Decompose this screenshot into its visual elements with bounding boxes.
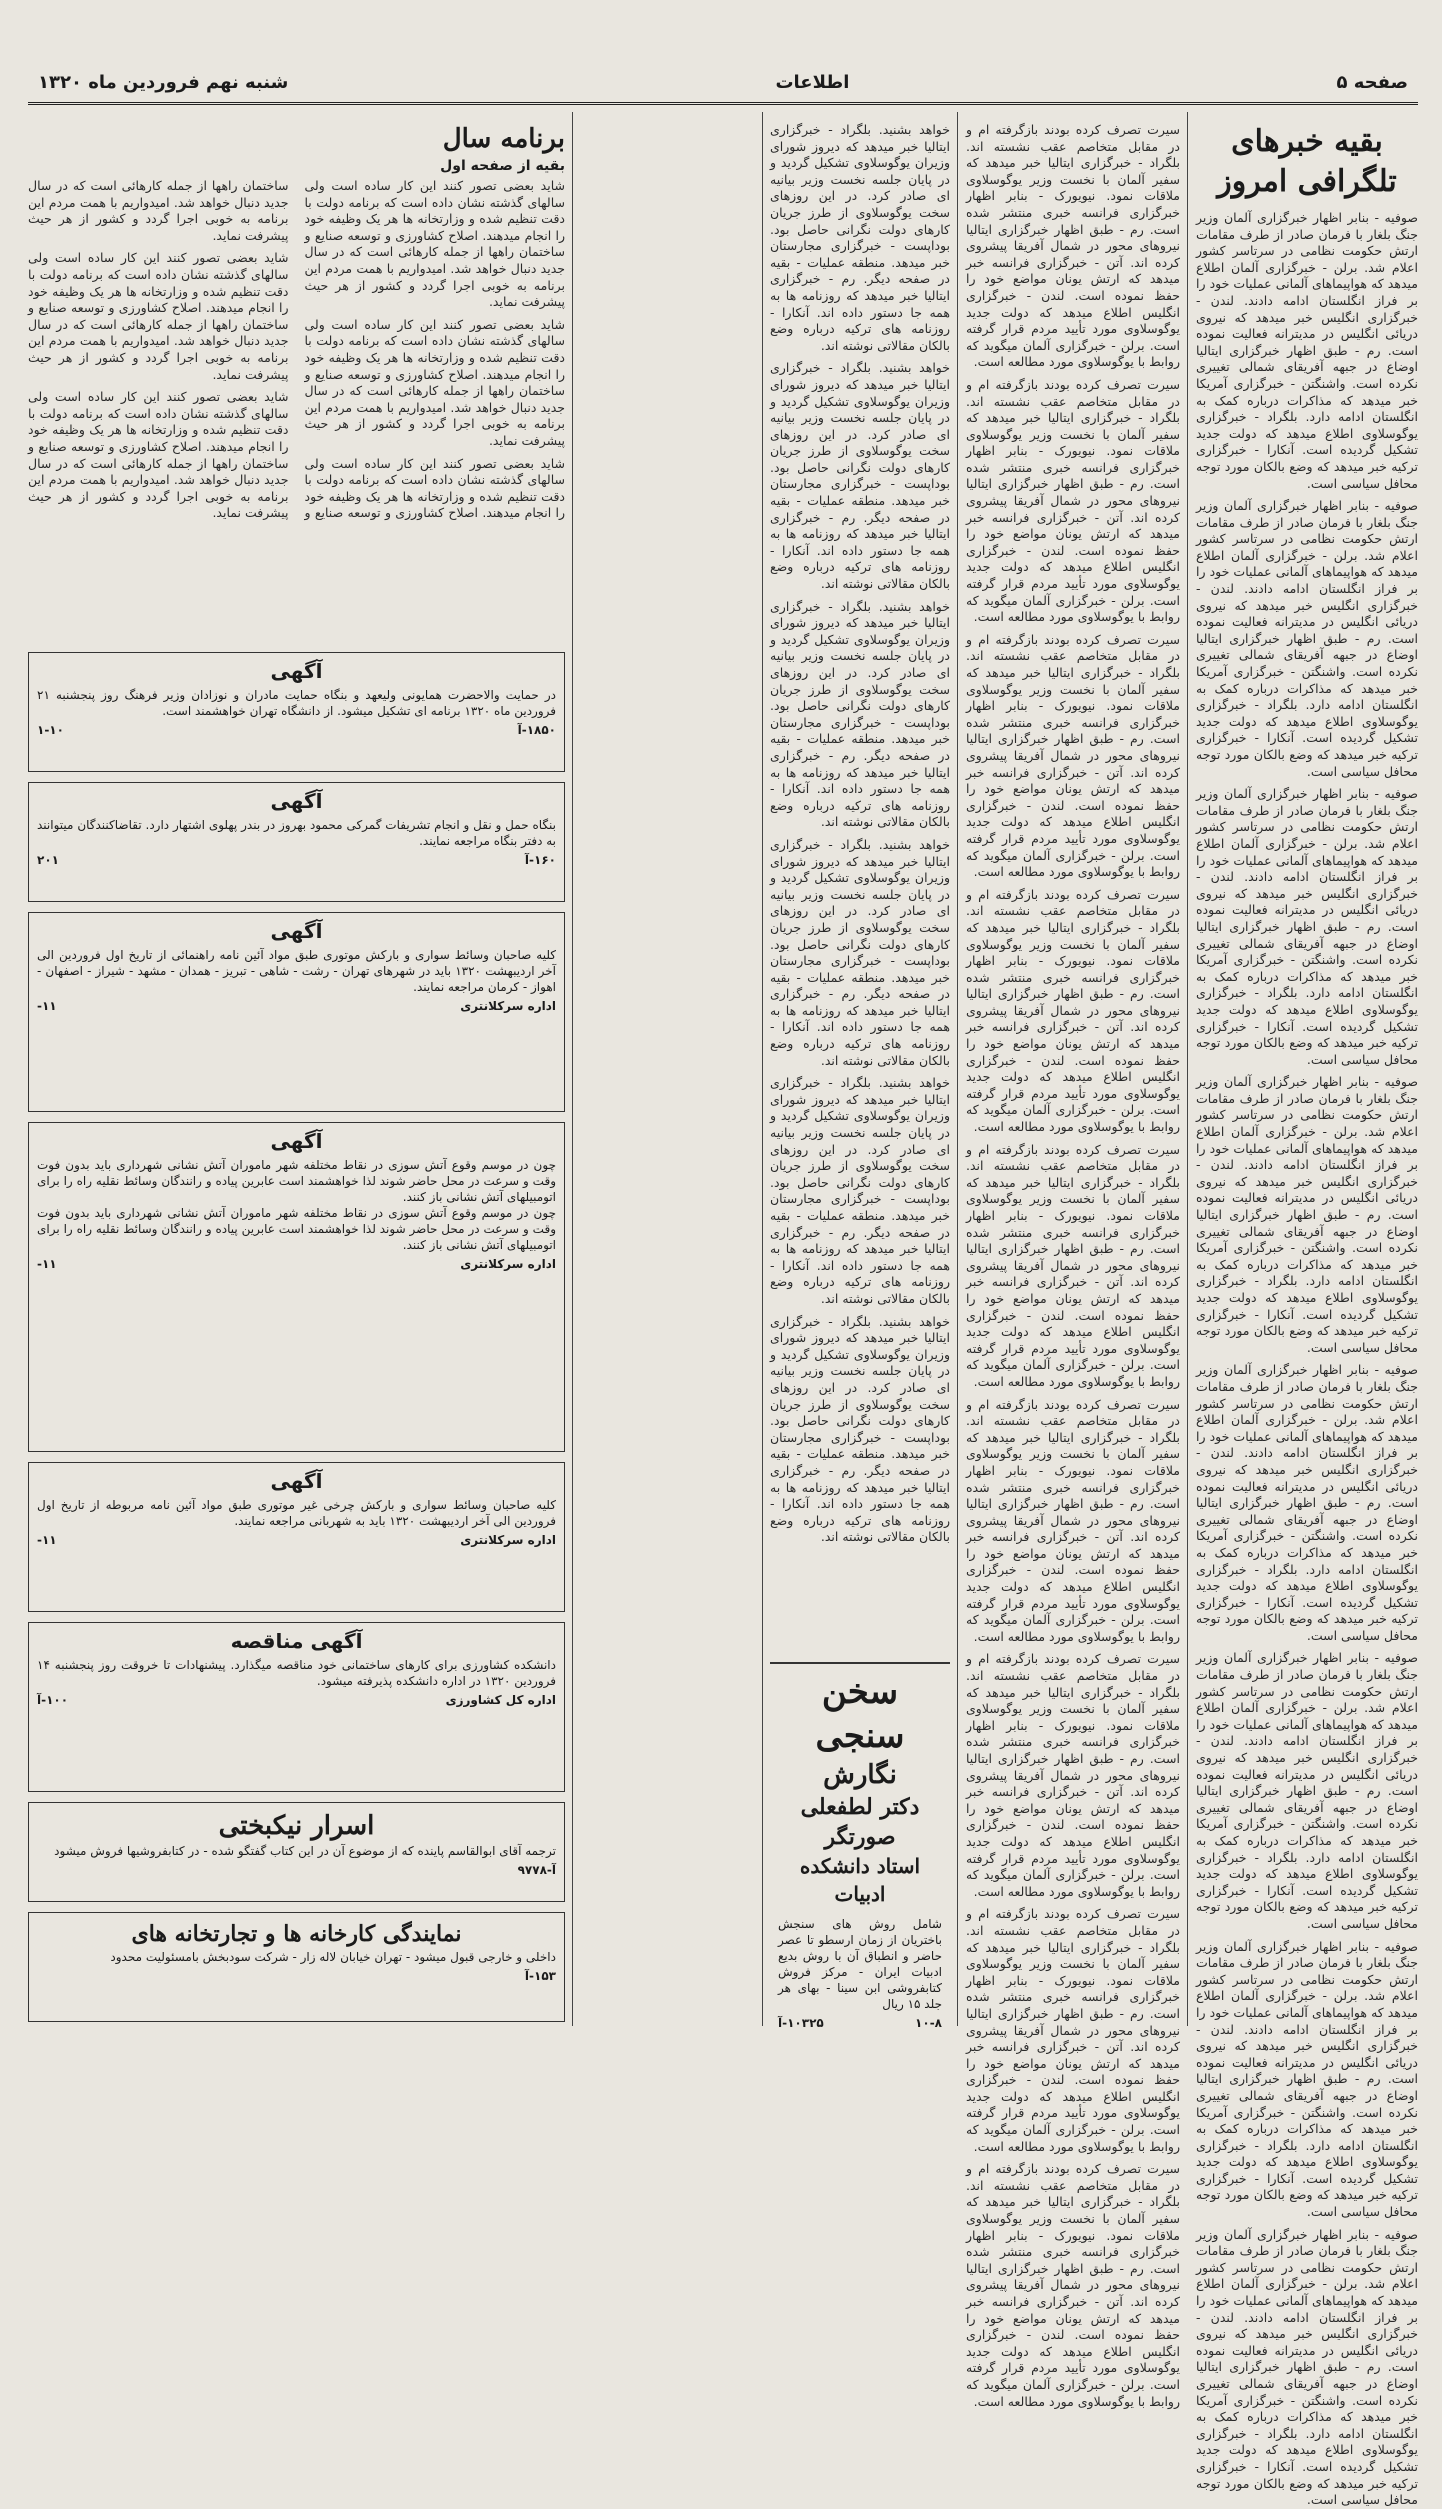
column-rule: [762, 112, 763, 2026]
ad-box: آگهی در حمایت والاحضرت همایونی ولیعهد و بنگاه حمایت مادران و نوزادان وزیر فرهنگ روز پنجشنبه ۲۱ فروردین ماه ۱۳۲۰ برنامه ای تشکیل میشود. از دانشگاه تهران خواهشمند است. ۱۸۵۰-آ ۱-۱۰: [28, 652, 565, 772]
newspaper-page: [28, 62, 1418, 2508]
program-text: شاید بعضی تصور کنند این کار ساده است ولی سالهای گذشته نشان داده است که برنامه دولت با دقت تنظیم شده و وزارتخانه ها هر یک وظیفه خود را انجام میدهند. اصلاح کشاورزی و توسعه صنایع و ساختمان راهها از جمله کارهائی است که در سال جدید دنبال خواهد شد. امیدواریم با همت مردم این برنامه به خوبی اجرا گردد و کشور از هر حیث پیشرفت نماید.: [304, 316, 565, 448]
book-author-title: استاد دانشکده ادبیات: [799, 1854, 921, 1906]
book-ad-sokhan-sanji: [770, 1662, 950, 2030]
ad-title: آگهی: [270, 1129, 323, 1153]
ad-title: اسرار نیکبختی: [218, 1811, 375, 1841]
news-text: سیرت تصرف کرده بودند بازگرفته ام و در مقابل متخاصم عقب نشسته اند. بلگراد - خبرگزاری ایتالیا خبر میدهد که سفیر آلمان با نخست وزیر یوگوسلاوی ملاقات نمود. نیویورک - بنابر اظهار خبرگزاری فرانسه خبری منتشر شده است. رم - طبق اظهار خبرگزاری ایتالیا نیروهای محور در شمال آفریقا پیشروی کرده اند. آتن - خبرگزاری فرانسه خبر میدهد که ارتش یونان مواضع خود را حفظ نموده است. لندن - خبرگزاری انگلیس اطلاع میدهد که دولت جدید یوگوسلاوی مورد تأیید مردم قرار گرفته است. برلن - خبرگزاری آلمان میگوید که روابط با یوگوسلاوی مورد مطالعه است.: [966, 1651, 1180, 1899]
book-byline-label: نگارش: [823, 1760, 897, 1790]
column-rule: [957, 112, 958, 2026]
news-text: خواهد بشنید. بلگراد - خبرگزاری ایتالیا خبر میدهد که دیروز شورای وزیران یوگوسلاوی تشکیل گردید و در پایان جلسه نخست وزیر بیانیه ای صادر کرد. در این روزهای سخت یوگوسلاوی از طرز جریان کارهای دولت نگرانی حاصل بود. بوداپست - خبرگزاری مجارستان خبر میدهد. منطقه عملیات - بقیه در صفحه دیگر. رم - خبرگزاری ایتالیا خبر میدهد که روزنامه ها به همه جا دستور داده اند. آنکارا - روزنامه های ترکیه درباره وضع بالکان مقالاتی نوشته اند.: [770, 598, 950, 830]
book-description: شامل روش های سنجش باختریان از زمان ارسطو تا عصر حاضر و انطباق آن با روش بدیع ادبیات ایران - مرکز فروش کتابفروشی ابن سینا - بهای هر جلد ۱۵ ریال: [778, 1917, 942, 2011]
ad-title: آگهی: [270, 659, 323, 683]
telegraph-headline: بقیه خبرهای تلگرافی امروز: [1217, 124, 1397, 199]
ad-text: در حمایت والاحضرت همایونی ولیعهد و بنگاه حمایت مادران و نوزادان وزیر فرهنگ روز پنجشنبه ۲۱ فروردین ماه ۱۳۲۰ برنامه ای تشکیل میشود. از دانشگاه تهران خواهشمند است.: [37, 688, 556, 718]
ad-box: آگهی کلیه صاحبان وسائط سواری و بارکش چرخی غیر موتوری طبق مواد آئین نامه مربوطه از تاریخ اول فروردین الی آخر اردیبهشت ۱۳۲۰ باید به شهربانی مراجعه نمایند. اداره سرکلانتری ۱۱-: [28, 1462, 565, 1612]
masthead: اطلاعات: [775, 71, 850, 93]
program-text: شاید بعضی تصور کنند این کار ساده است ولی سالهای گذشته نشان داده است که برنامه دولت با دقت تنظیم شده و وزارتخانه ها هر یک وظیفه خود را انجام میدهند. اصلاح کشاورزی و توسعه صنایع و ساختمان راهها از جمله کارهائی است که در سال جدید دنبال خواهد شد. امیدواریم با همت مردم این برنامه به خوبی اجرا گردد و کشور از هر حیث پیشرفت نماید.: [304, 178, 565, 310]
news-text: سیرت تصرف کرده بودند بازگرفته ام و در مقابل متخاصم عقب نشسته اند. بلگراد - خبرگزاری ایتالیا خبر میدهد که سفیر آلمان با نخست وزیر یوگوسلاوی ملاقات نمود. نیویورک - بنابر اظهار خبرگزاری فرانسه خبری منتشر شده است. رم - طبق اظهار خبرگزاری ایتالیا نیروهای محور در شمال آفریقا پیشروی کرده اند. آتن - خبرگزاری فرانسه خبر میدهد که ارتش یونان مواضع خود را حفظ نموده است. لندن - خبرگزاری انگلیس اطلاع میدهد که دولت جدید یوگوسلاوی مورد تأیید مردم قرار گرفته است. برلن - خبرگزاری آلمان میگوید که روابط با یوگوسلاوی مورد مطالعه است.: [966, 122, 1180, 370]
ad-text: داخلی و خارجی قبول میشود - تهران خیابان لاله زار - شرکت سودبخش بامسئولیت محدود: [110, 1950, 556, 1964]
news-text: خواهد بشنید. بلگراد - خبرگزاری ایتالیا خبر میدهد که دیروز شورای وزیران یوگوسلاوی تشکیل گردید و در پایان جلسه نخست وزیر بیانیه ای صادر کرد. در این روزهای سخت یوگوسلاوی از طرز جریان کارهای دولت نگرانی حاصل بود. بوداپست - خبرگزاری مجارستان خبر میدهد. منطقه عملیات - بقیه در صفحه دیگر. رم - خبرگزاری ایتالیا خبر میدهد که روزنامه ها به همه جا دستور داده اند. آنکارا - روزنامه های ترکیه درباره وضع بالکان مقالاتی نوشته اند.: [770, 122, 950, 353]
news-text: خواهد بشنید. بلگراد - خبرگزاری ایتالیا خبر میدهد که دیروز شورای وزیران یوگوسلاوی تشکیل گردید و در پایان جلسه نخست وزیر بیانیه ای صادر کرد. در این روزهای سخت یوگوسلاوی از طرز جریان کارهای دولت نگرانی حاصل بود. بوداپست - خبرگزاری مجارستان خبر میدهد. منطقه عملیات - بقیه در صفحه دیگر. رم - خبرگزاری ایتالیا خبر میدهد که روزنامه ها به همه جا دستور داده اند. آنکارا - روزنامه های ترکیه درباره وضع بالکان مقالاتی نوشته اند.: [770, 836, 950, 1068]
ad-text: ترجمه آقای ابوالقاسم پاینده که از موضوع آن در این کتاب گفتگو شده - در کتابفروشیها فروش میشود: [54, 1844, 556, 1858]
ad-box: آگهی بنگاه حمل و نقل و انجام تشریفات گمرکی محمود بهروز در بندر پهلوی اشتهار دارد. تقاضاکنندگان میتوانند به دفتر بنگاه مراجعه نمایند. ۱۶۰-آ ۲۰۱: [28, 782, 565, 902]
telegraph-text-continued: صوفیه - بنابر اظهار خبرگزاری آلمان وزیر جنگ بلغار با فرمان صادر از طرف مقامات ارتش حکومت نظامی در سرتاسر کشور اعلام شد. برلن - خبرگزاری آلمان اطلاع میدهد که هواپیماهای آلمانی عملیات خود را بر فراز انگلستان ادامه دادند. لندن - خبرگزاری انگلیس خبر میدهد که نیروی دریائی انگلیس در مدیترانه فعالیت نموده است. رم - طبق اظهار خبرگزاری ایتالیا اوضاع در جبهه آفریقای شمالی تغییری نکرده است. واشنگتن - خبرگزاری آمریکا خبر میدهد که مذاکرات درباره کمک به انگلستان ادامه دارد. بلگراد - خبرگزاری یوگوسلاوی اطلاع میدهد که دولت جدید تشکیل گردیده است. آنکارا - خبرگزاری ترکیه خبر میدهد که وضع بالکان مورد توجه محافل سیاسی است.: [1196, 1650, 1418, 1931]
ad-text-continued: چون در موسم وقوع آتش سوزی در نقاط مختلفه شهر ماموران آتش نشانی شهرداری باید بدون فوت وقت و سرعت در محل حاضر شوند لذا خواهشمند است عابرین پیاده و رانندگان وسائط نقلیه راه را برای اتومبیلهای آتش نشانی باز کنند.: [37, 1206, 556, 1252]
news-column-2: [966, 122, 1180, 2409]
book-title: سخن سنجی: [815, 1672, 905, 1756]
telegraph-text-continued: صوفیه - بنابر اظهار خبرگزاری آلمان وزیر جنگ بلغار با فرمان صادر از طرف مقامات ارتش حکومت نظامی در سرتاسر کشور اعلام شد. برلن - خبرگزاری آلمان اطلاع میدهد که هواپیماهای آلمانی عملیات خود را بر فراز انگلستان ادامه دادند. لندن - خبرگزاری انگلیس خبر میدهد که نیروی دریائی انگلیس در مدیترانه فعالیت نموده است. رم - طبق اظهار خبرگزاری ایتالیا اوضاع در جبهه آفریقای شمالی تغییری نکرده است. واشنگتن - خبرگزاری آمریکا خبر میدهد که مذاکرات درباره کمک به انگلستان ادامه دارد. بلگراد - خبرگزاری یوگوسلاوی اطلاع میدهد که دولت جدید تشکیل گردیده است. آنکارا - خبرگزاری ترکیه خبر میدهد که وضع بالکان مورد توجه محافل سیاسی است.: [1196, 1938, 1418, 2220]
ad-title: آگهی: [270, 789, 323, 813]
news-text: سیرت تصرف کرده بودند بازگرفته ام و در مقابل متخاصم عقب نشسته اند. بلگراد - خبرگزاری ایتالیا خبر میدهد که سفیر آلمان با نخست وزیر یوگوسلاوی ملاقات نمود. نیویورک - بنابر اظهار خبرگزاری فرانسه خبری منتشر شده است. رم - طبق اظهار خبرگزاری ایتالیا نیروهای محور در شمال آفریقا پیشروی کرده اند. آتن - خبرگزاری فرانسه خبر میدهد که ارتش یونان مواضع خود را حفظ نموده است. لندن - خبرگزاری انگلیس اطلاع میدهد که دولت جدید یوگوسلاوی مورد تأیید مردم قرار گرفته است. برلن - خبرگزاری آلمان میگوید که روابط با یوگوسلاوی مورد مطالعه است.: [966, 1906, 1180, 2154]
news-text: خواهد بشنید. بلگراد - خبرگزاری ایتالیا خبر میدهد که دیروز شورای وزیران یوگوسلاوی تشکیل گردید و در پایان جلسه نخست وزیر بیانیه ای صادر کرد. در این روزهای سخت یوگوسلاوی از طرز جریان کارهای دولت نگرانی حاصل بود. بوداپست - خبرگزاری مجارستان خبر میدهد. منطقه عملیات - بقیه در صفحه دیگر. رم - خبرگزاری ایتالیا خبر میدهد که روزنامه ها به همه جا دستور داده اند. آنکارا - روزنامه های ترکیه درباره وضع بالکان مقالاتی نوشته اند.: [770, 360, 950, 592]
ad-text: کلیه صاحبان وسائط سواری و بارکش موتوری طبق مواد آئین نامه راهنمائی از تاریخ اول فروردین الی آخر اردیبهشت ۱۳۲۰ باید در شهرهای تهران - رشت - شاهی - تبریز - همدان - مشهد - شیراز - اصفهان - اهواز - کرمان مراجعه نمایند.: [37, 948, 556, 994]
news-text: سیرت تصرف کرده بودند بازگرفته ام و در مقابل متخاصم عقب نشسته اند. بلگراد - خبرگزاری ایتالیا خبر میدهد که سفیر آلمان با نخست وزیر یوگوسلاوی ملاقات نمود. نیویورک - بنابر اظهار خبرگزاری فرانسه خبری منتشر شده است. رم - طبق اظهار خبرگزاری ایتالیا نیروهای محور در شمال آفریقا پیشروی کرده اند. آتن - خبرگزاری فرانسه خبر میدهد که ارتش یونان مواضع خود را حفظ نموده است. لندن - خبرگزاری انگلیس اطلاع میدهد که دولت جدید یوگوسلاوی مورد تأیید مردم قرار گرفته است. برلن - خبرگزاری آلمان میگوید که روابط با یوگوسلاوی مورد مطالعه است.: [966, 631, 1180, 880]
news-text: سیرت تصرف کرده بودند بازگرفته ام و در مقابل متخاصم عقب نشسته اند. بلگراد - خبرگزاری ایتالیا خبر میدهد که سفیر آلمان با نخست وزیر یوگوسلاوی ملاقات نمود. نیویورک - بنابر اظهار خبرگزاری فرانسه خبری منتشر شده است. رم - طبق اظهار خبرگزاری ایتالیا نیروهای محور در شمال آفریقا پیشروی کرده اند. آتن - خبرگزاری فرانسه خبر میدهد که ارتش یونان مواضع خود را حفظ نموده است. لندن - خبرگزاری انگلیس اطلاع میدهد که دولت جدید یوگوسلاوی مورد تأیید مردم قرار گرفته است. برلن - خبرگزاری آلمان میگوید که روابط با یوگوسلاوی مورد مطالعه است.: [966, 376, 1180, 625]
ad-box: آگهی کلیه صاحبان وسائط سواری و بارکش موتوری طبق مواد آئین نامه راهنمائی از تاریخ اول فروردین الی آخر اردیبهشت ۱۳۲۰ باید در شهرهای تهران - رشت - شاهی - تبریز - همدان - مشهد - شیراز - اصفهان - اهواز - کرمان مراجعه نمایند. اداره سرکلانتری ۱۱-: [28, 912, 565, 1112]
page-header: [28, 62, 1418, 105]
ad-text: چون در موسم وقوع آتش سوزی در نقاط مختلفه شهر ماموران آتش نشانی شهرداری باید بدون فوت وقت و سرعت در محل حاضر شوند لذا خواهشمند است عابرین پیاده و رانندگان وسائط نقلیه راه را برای اتومبیلهای آتش نشانی باز کنند.: [37, 1158, 556, 1204]
ad-box: آگهی مناقصه دانشکده کشاورزی برای کارهای ساختمانی خود مناقصه میگذارد. پیشنهادات تا خروقت روز پنجشنبه ۱۴ فروردین ۱۳۲۰ در اداره دانشکده پذیرفته میشود. اداره کل کشاورزی ۱۰۰-آ: [28, 1622, 565, 1792]
news-text: سیرت تصرف کرده بودند بازگرفته ام و در مقابل متخاصم عقب نشسته اند. بلگراد - خبرگزاری ایتالیا خبر میدهد که سفیر آلمان با نخست وزیر یوگوسلاوی ملاقات نمود. نیویورک - بنابر اظهار خبرگزاری فرانسه خبری منتشر شده است. رم - طبق اظهار خبرگزاری ایتالیا نیروهای محور در شمال آفریقا پیشروی کرده اند. آتن - خبرگزاری فرانسه خبر میدهد که ارتش یونان مواضع خود را حفظ نموده است. لندن - خبرگزاری انگلیس اطلاع میدهد که دولت جدید یوگوسلاوی مورد تأیید مردم قرار گرفته است. برلن - خبرگزاری آلمان میگوید که روابط با یوگوسلاوی مورد مطالعه است.: [966, 1141, 1180, 1389]
ad-title: آگهی: [270, 1469, 323, 1493]
ad-box-asrar-nikbakhti: اسرار نیکبختی ترجمه آقای ابوالقاسم پاینده که از موضوع آن در این کتاب گفتگو شده - در کتابفروشیها فروش میشود آ-۹۷۷۸: [28, 1802, 565, 1902]
program-text: شاید بعضی تصور کنند این کار ساده است ولی سالهای گذشته نشان داده است که برنامه دولت با دقت تنظیم شده و وزارتخانه ها هر یک وظیفه خود را انجام میدهند. اصلاح کشاورزی و توسعه صنایع و ساختمان راهها از جمله کارهائی است که در سال جدید دنبال خواهد شد. امیدواریم با همت مردم این برنامه به خوبی اجرا گردد و کشور از هر حیث پیشرفت نماید.: [28, 250, 289, 382]
book-ad-signature: ۱۰-۸ ۱۰۳۲۵-آ: [778, 2016, 942, 2030]
issue-date: شنبه نهم فروردین ماه ۱۳۲۰: [38, 71, 289, 93]
program-text: شاید بعضی تصور کنند این کار ساده است ولی سالهای گذشته نشان داده است که برنامه دولت با دقت تنظیم شده و وزارتخانه ها هر یک وظیفه خود را انجام میدهند. اصلاح کشاورزی و توسعه صنایع و ساختمان راهها از جمله کارهائی است که در سال جدید دنبال خواهد شد. امیدواریم با همت مردم این برنامه به خوبی اجرا گردد و کشور از هر حیث پیشرفت نماید.: [28, 178, 565, 521]
news-column-3: [770, 122, 950, 1646]
column-rule: [572, 112, 573, 2026]
ad-box: آگهی چون در موسم وقوع آتش سوزی در نقاط مختلفه شهر ماموران آتش نشانی شهرداری باید بدون فوت وقت و سرعت در محل حاضر شوند لذا خواهشمند است عابرین پیاده و رانندگان وسائط نقلیه راه را برای اتومبیلهای آتش نشانی باز کنند. چون در موسم وقوع آتش سوزی در نقاط مختلفه شهر ماموران آتش نشانی شهرداری باید بدون فوت وقت و سرعت در محل حاضر شوند لذا خواهشمند است عابرین پیاده و رانندگان وسائط نقلیه راه را برای اتومبیلهای آتش نشانی باز کنند. اداره سرکلانتری ۱۱-: [28, 1122, 565, 1452]
ad-text: دانشکده کشاورزی برای کارهای ساختمانی خود مناقصه میگذارد. پیشنهادات تا خروقت روز پنجشنبه ۱۴ فروردین ۱۳۲۰ در اداره دانشکده پذیرفته میشود.: [37, 1658, 556, 1688]
program-text-block: [28, 178, 565, 638]
telegraph-text-continued: صوفیه - بنابر اظهار خبرگزاری آلمان وزیر جنگ بلغار با فرمان صادر از طرف مقامات ارتش حکومت نظامی در سرتاسر کشور اعلام شد. برلن - خبرگزاری آلمان اطلاع میدهد که هواپیماهای آلمانی عملیات خود را بر فراز انگلستان ادامه دادند. لندن - خبرگزاری انگلیس خبر میدهد که نیروی دریائی انگلیس در مدیترانه فعالیت نموده است. رم - طبق اظهار خبرگزاری ایتالیا اوضاع در جبهه آفریقای شمالی تغییری نکرده است. واشنگتن - خبرگزاری آمریکا خبر میدهد که مذاکرات درباره کمک به انگلستان ادامه دارد. بلگراد - خبرگزاری یوگوسلاوی اطلاع میدهد که دولت جدید تشکیل گردیده است. آنکارا - خبرگزاری ترکیه خبر میدهد که وضع بالکان مورد توجه محافل سیاسی است.: [1196, 1074, 1418, 1355]
news-text: سیرت تصرف کرده بودند بازگرفته ام و در مقابل متخاصم عقب نشسته اند. بلگراد - خبرگزاری ایتالیا خبر میدهد که سفیر آلمان با نخست وزیر یوگوسلاوی ملاقات نمود. نیویورک - بنابر اظهار خبرگزاری فرانسه خبری منتشر شده است. رم - طبق اظهار خبرگزاری ایتالیا نیروهای محور در شمال آفریقا پیشروی کرده اند. آتن - خبرگزاری فرانسه خبر میدهد که ارتش یونان مواضع خود را حفظ نموده است. لندن - خبرگزاری انگلیس اطلاع میدهد که دولت جدید یوگوسلاوی مورد تأیید مردم قرار گرفته است. برلن - خبرگزاری آلمان میگوید که روابط با یوگوسلاوی مورد مطالعه است.: [966, 886, 1180, 1135]
news-text: سیرت تصرف کرده بودند بازگرفته ام و در مقابل متخاصم عقب نشسته اند. بلگراد - خبرگزاری ایتالیا خبر میدهد که سفیر آلمان با نخست وزیر یوگوسلاوی ملاقات نمود. نیویورک - بنابر اظهار خبرگزاری فرانسه خبری منتشر شده است. رم - طبق اظهار خبرگزاری ایتالیا نیروهای محور در شمال آفریقا پیشروی کرده اند. آتن - خبرگزاری فرانسه خبر میدهد که ارتش یونان مواضع خود را حفظ نموده است. لندن - خبرگزاری انگلیس اطلاع میدهد که دولت جدید یوگوسلاوی مورد تأیید مردم قرار گرفته است. برلن - خبرگزاری آلمان میگوید که روابط با یوگوسلاوی مورد مطالعه است.: [966, 1396, 1180, 1644]
page-number: صفحه ۵: [1336, 71, 1408, 93]
news-text: سیرت تصرف کرده بودند بازگرفته ام و در مقابل متخاصم عقب نشسته اند. بلگراد - خبرگزاری ایتالیا خبر میدهد که سفیر آلمان با نخست وزیر یوگوسلاوی ملاقات نمود. نیویورک - بنابر اظهار خبرگزاری فرانسه خبری منتشر شده است. رم - طبق اظهار خبرگزاری ایتالیا نیروهای محور در شمال آفریقا پیشروی کرده اند. آتن - خبرگزاری فرانسه خبر میدهد که ارتش یونان مواضع خود را حفظ نموده است. لندن - خبرگزاری انگلیس اطلاع میدهد که دولت جدید یوگوسلاوی مورد تأیید مردم قرار گرفته است. برلن - خبرگزاری آلمان میگوید که روابط با یوگوسلاوی مورد مطالعه است.: [966, 2161, 1180, 2409]
column-rule: [1187, 112, 1188, 2026]
program-title: برنامه سال: [442, 124, 565, 154]
program-subtitle: بقیه از صفحه اول: [440, 158, 565, 174]
telegraph-text: صوفیه - بنابر اظهار خبرگزاری آلمان وزیر جنگ بلغار با فرمان صادر از طرف مقامات ارتش حکومت نظامی در سرتاسر کشور اعلام شد. برلن - خبرگزاری آلمان اطلاع میدهد که هواپیماهای آلمانی عملیات خود را بر فراز انگلستان ادامه دادند. لندن - خبرگزاری انگلیس خبر میدهد که نیروی دریائی انگلیس در مدیترانه فعالیت نموده است. رم - طبق اظهار خبرگزاری ایتالیا اوضاع در جبهه آفریقای شمالی تغییری نکرده است. واشنگتن - خبرگزاری آمریکا خبر میدهد که مذاکرات درباره کمک به انگلستان ادامه دارد. بلگراد - خبرگزاری یوگوسلاوی اطلاع میدهد که دولت جدید تشکیل گردیده است. آنکارا - خبرگزاری ترکیه خبر میدهد که وضع بالکان مورد توجه محافل سیاسی است.: [1196, 210, 1418, 491]
ad-title: آگهی: [270, 919, 323, 943]
telegraph-text-continued: صوفیه - بنابر اظهار خبرگزاری آلمان وزیر جنگ بلغار با فرمان صادر از طرف مقامات ارتش حکومت نظامی در سرتاسر کشور اعلام شد. برلن - خبرگزاری آلمان اطلاع میدهد که هواپیماهای آلمانی عملیات خود را بر فراز انگلستان ادامه دادند. لندن - خبرگزاری انگلیس خبر میدهد که نیروی دریائی انگلیس در مدیترانه فعالیت نموده است. رم - طبق اظهار خبرگزاری ایتالیا اوضاع در جبهه آفریقای شمالی تغییری نکرده است. واشنگتن - خبرگزاری آمریکا خبر میدهد که مذاکرات درباره کمک به انگلستان ادامه دارد. بلگراد - خبرگزاری یوگوسلاوی اطلاع میدهد که دولت جدید تشکیل گردیده است. آنکارا - خبرگزاری ترکیه خبر میدهد که وضع بالکان مورد توجه محافل سیاسی است.: [1196, 786, 1418, 1067]
book-author: دکتر لطفعلی صورتگر: [800, 1794, 920, 1850]
telegraph-text-continued: صوفیه - بنابر اظهار خبرگزاری آلمان وزیر جنگ بلغار با فرمان صادر از طرف مقامات ارتش حکومت نظامی در سرتاسر کشور اعلام شد. برلن - خبرگزاری آلمان اطلاع میدهد که هواپیماهای آلمانی عملیات خود را بر فراز انگلستان ادامه دادند. لندن - خبرگزاری انگلیس خبر میدهد که نیروی دریائی انگلیس در مدیترانه فعالیت نموده است. رم - طبق اظهار خبرگزاری ایتالیا اوضاع در جبهه آفریقای شمالی تغییری نکرده است. واشنگتن - خبرگزاری آمریکا خبر میدهد که مذاکرات درباره کمک به انگلستان ادامه دارد. بلگراد - خبرگزاری یوگوسلاوی اطلاع میدهد که دولت جدید تشکیل گردیده است. آنکارا - خبرگزاری ترکیه خبر میدهد که وضع بالکان مورد توجه محافل سیاسی است.: [1196, 2226, 1418, 2508]
ad-title: آگهی مناقصه: [230, 1629, 363, 1653]
telegraph-news-column: [1196, 122, 1418, 2508]
telegraph-text-continued: صوفیه - بنابر اظهار خبرگزاری آلمان وزیر جنگ بلغار با فرمان صادر از طرف مقامات ارتش حکومت نظامی در سرتاسر کشور اعلام شد. برلن - خبرگزاری آلمان اطلاع میدهد که هواپیماهای آلمانی عملیات خود را بر فراز انگلستان ادامه دادند. لندن - خبرگزاری انگلیس خبر میدهد که نیروی دریائی انگلیس در مدیترانه فعالیت نموده است. رم - طبق اظهار خبرگزاری ایتالیا اوضاع در جبهه آفریقای شمالی تغییری نکرده است. واشنگتن - خبرگزاری آمریکا خبر میدهد که مذاکرات درباره کمک به انگلستان ادامه دارد. بلگراد - خبرگزاری یوگوسلاوی اطلاع میدهد که دولت جدید تشکیل گردیده است. آنکارا - خبرگزاری ترکیه خبر میدهد که وضع بالکان مورد توجه محافل سیاسی است.: [1196, 1362, 1418, 1643]
news-text: خواهد بشنید. بلگراد - خبرگزاری ایتالیا خبر میدهد که دیروز شورای وزیران یوگوسلاوی تشکیل گردید و در پایان جلسه نخست وزیر بیانیه ای صادر کرد. در این روزهای سخت یوگوسلاوی از طرز جریان کارهای دولت نگرانی حاصل بود. بوداپست - خبرگزاری مجارستان خبر میدهد. منطقه عملیات - بقیه در صفحه دیگر. رم - خبرگزاری ایتالیا خبر میدهد که روزنامه ها به همه جا دستور داده اند. آنکارا - روزنامه های ترکیه درباره وضع بالکان مقالاتی نوشته اند.: [770, 1075, 950, 1306]
ad-box-factory-agency: نمایندگی کارخانه ها و تجارتخانه های داخلی و خارجی قبول میشود - تهران خیابان لاله زار - شرکت سودبخش بامسئولیت محدود ۱۵۳-آ: [28, 1912, 565, 2022]
news-text: خواهد بشنید. بلگراد - خبرگزاری ایتالیا خبر میدهد که دیروز شورای وزیران یوگوسلاوی تشکیل گردید و در پایان جلسه نخست وزیر بیانیه ای صادر کرد. در این روزهای سخت یوگوسلاوی از طرز جریان کارهای دولت نگرانی حاصل بود. بوداپست - خبرگزاری مجارستان خبر میدهد. منطقه عملیات - بقیه در صفحه دیگر. رم - خبرگزاری ایتالیا خبر میدهد که روزنامه ها به همه جا دستور داده اند. آنکارا - روزنامه های ترکیه درباره وضع بالکان مقالاتی نوشته اند.: [770, 1313, 950, 1545]
ad-title: نمایندگی کارخانه ها و تجارتخانه های: [131, 1921, 462, 1947]
program-text: شاید بعضی تصور کنند این کار ساده است ولی سالهای گذشته نشان داده است که برنامه دولت با دقت تنظیم شده و وزارتخانه ها هر یک وظیفه خود را انجام میدهند. اصلاح کشاورزی و توسعه صنایع و ساختمان راهها از جمله کارهائی است که در سال جدید دنبال خواهد شد. امیدواریم با همت مردم این برنامه به خوبی اجرا گردد و کشور از هر حیث پیشرفت نماید.: [28, 389, 289, 521]
ad-text: بنگاه حمل و نقل و انجام تشریفات گمرکی محمود بهروز در بندر پهلوی اشتهار دارد. تقاضاکنندگان میتوانند به دفتر بنگاه مراجعه نمایند.: [37, 818, 556, 848]
telegraph-text-continued: صوفیه - بنابر اظهار خبرگزاری آلمان وزیر جنگ بلغار با فرمان صادر از طرف مقامات ارتش حکومت نظامی در سرتاسر کشور اعلام شد. برلن - خبرگزاری آلمان اطلاع میدهد که هواپیماهای آلمانی عملیات خود را بر فراز انگلستان ادامه دادند. لندن - خبرگزاری انگلیس خبر میدهد که نیروی دریائی انگلیس در مدیترانه فعالیت نموده است. رم - طبق اظهار خبرگزاری ایتالیا اوضاع در جبهه آفریقای شمالی تغییری نکرده است. واشنگتن - خبرگزاری آمریکا خبر میدهد که مذاکرات درباره کمک به انگلستان ادامه دارد. بلگراد - خبرگزاری یوگوسلاوی اطلاع میدهد که دولت جدید تشکیل گردیده است. آنکارا - خبرگزاری ترکیه خبر میدهد که وضع بالکان مورد توجه محافل سیاسی است.: [1196, 498, 1418, 779]
ad-text: کلیه صاحبان وسائط سواری و بارکش چرخی غیر موتوری طبق مواد آئین نامه مربوطه از تاریخ اول فروردین الی آخر اردیبهشت ۱۳۲۰ باید به شهربانی مراجعه نمایند.: [37, 1498, 556, 1528]
